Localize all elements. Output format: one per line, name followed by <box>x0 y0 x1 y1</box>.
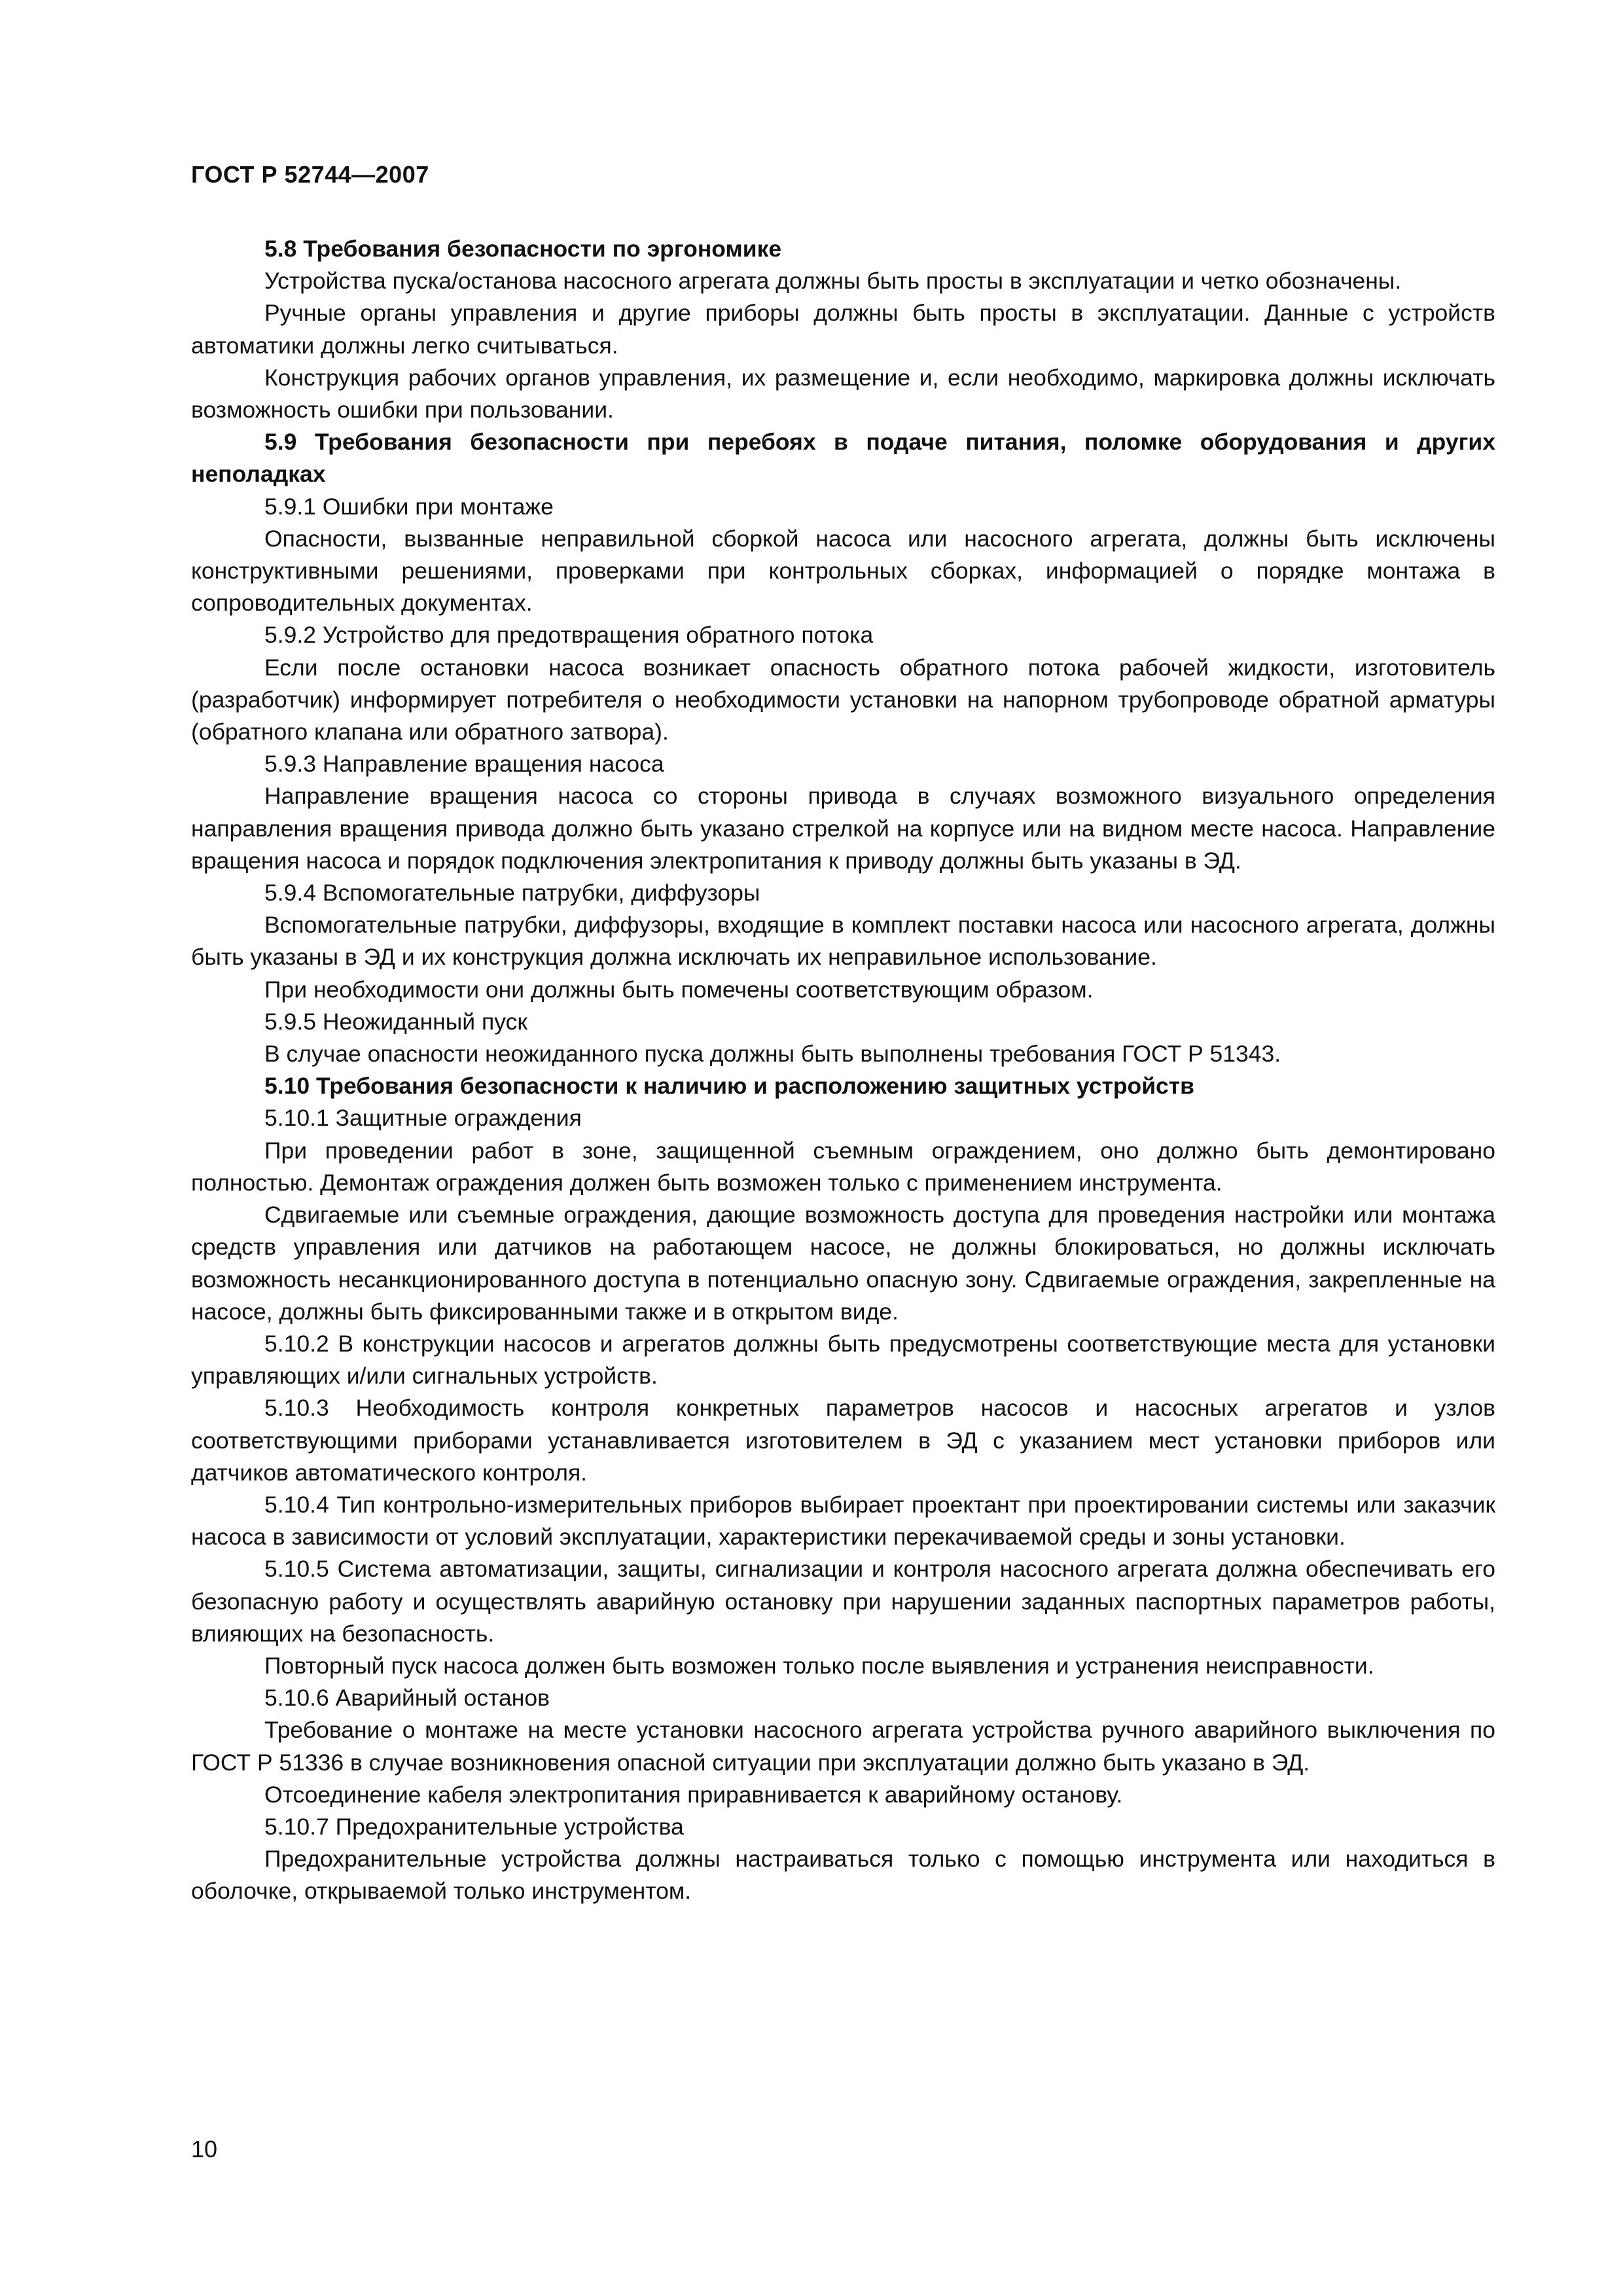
paragraph: Вспомогательные патрубки, диффузоры, входящие в комплект поставки насоса или насосного агрегата, должны быть указаны в ЭД и их конструкция должна исключать их неправильное использование. <box>191 912 1495 971</box>
paragraph: При необходимости они должны быть помечены соответствующим образом. <box>264 976 1094 1003</box>
subsection-title: 5.10.6 Аварийный останов <box>264 1685 550 1712</box>
paragraph: Ручные органы управления и другие приборы должны быть просты в эксплуатации. Данные с устройств автоматики должны легко считываться. <box>191 300 1495 359</box>
page-number: 10 <box>191 2136 218 2162</box>
paragraph: 5.10.5 Система автоматизации, защиты, сигнализации и контроля насосного агрегата должна обеспечивать его безопасную работу и осуществлять аварийную остановку при нарушении заданных паспортных параметров работы, влияющих на безопасность. <box>191 1556 1495 1647</box>
subsection-title: 5.10.7 Предохранительные устройства <box>264 1813 684 1840</box>
subsection-title: 5.9.3 Направление вращения насоса <box>264 751 664 778</box>
paragraph: Предохранительные устройства должны настраиваться только с помощью инструмента или находиться в оболочке, открываемой только инструментом. <box>191 1846 1495 1905</box>
subsection-title: 5.10.1 Защитные ограждения <box>264 1105 582 1132</box>
subsection-title: 5.9.2 Устройство для предотвращения обратного потока <box>264 622 874 649</box>
paragraph: Отсоединение кабеля электропитания приравнивается к аварийному останову. <box>264 1781 1123 1808</box>
paragraph: В случае опасности неожиданного пуска должны быть выполнены требования ГОСТ Р 51343. <box>264 1041 1281 1067</box>
document-body <box>191 233 1495 1908</box>
section-heading-5-9: 5.9 Требования безопасности при перебоях в подаче питания, поломке оборудования и других неполадках <box>191 429 1495 488</box>
paragraph: 5.10.3 Необходимость контроля конкретных параметров насосов и насосных агрегатов и узлов соответствующими приборами устанавливается изготовителем в ЭД с указанием мест установки приборов или датчиков автоматического контроля. <box>191 1395 1495 1486</box>
paragraph: 5.10.2 В конструкции насосов и агрегатов должны быть предусмотрены соответствующие места для установки управляющих и/или сигнальных устройств. <box>191 1330 1495 1390</box>
paragraph: При проведении работ в зоне, защищенной съемным ограждением, оно должно быть демонтировано полностью. Демонтаж ограждения должен быть возможен только с применением инструмента. <box>191 1137 1495 1196</box>
section-heading-5-10: 5.10 Требования безопасности к наличию и расположению защитных устройств <box>264 1073 1195 1100</box>
paragraph: Повторный пуск насоса должен быть возможен только после выявления и устранения неисправности. <box>264 1652 1374 1679</box>
subsection-title: 5.9.5 Неожиданный пуск <box>264 1008 527 1035</box>
document-code-header: ГОСТ Р 52744—2007 <box>191 161 429 188</box>
paragraph: Опасности, вызванные неправильной сборкой насоса или насосного агрегата, должны быть исключены конструктивными решениями, проверками при контрольных сборках, информацией о порядке монтажа в сопроводительных документах. <box>191 525 1495 617</box>
paragraph: Устройства пуска/останова насосного агрегата должны быть просты в эксплуатации и четко обозначены. <box>264 268 1402 295</box>
section-heading-5-8: 5.8 Требования безопасности по эргономике <box>264 236 782 262</box>
subsection-title: 5.9.1 Ошибки при монтаже <box>264 493 554 520</box>
paragraph: Сдвигаемые или съемные ограждения, дающие возможность доступа для проведения настройки или монтажа средств управления или датчиков на работающем насосе, не должны блокироваться, но должны исключать возможность несанкционированного доступа в потенциально опасную зону. Сдвигаемые ограждения, закрепленные на насосе, должны быть фиксированными также и в открытом виде. <box>191 1202 1495 1325</box>
paragraph: Если после остановки насоса возникает опасность обратного потока рабочей жидкости, изготовитель (разработчик) информирует потребителя о необходимости установки на напорном трубопроводе обратной арматуры (обратного клапана или обратного затвора). <box>191 654 1495 745</box>
paragraph: Направление вращения насоса со стороны привода в случаях возможного визуального определения направления вращения привода должно быть указано стрелкой на корпусе или на видном месте насоса. Направление вращения насоса и порядок подключения электропитания к приводу должны быть указаны в ЭД. <box>191 783 1495 874</box>
paragraph: 5.10.4 Тип контрольно-измерительных приборов выбирает проектант при проектировании системы или заказчик насоса в зависимости от условий эксплуатации, характеристики перекачиваемой среды и зоны установки. <box>191 1491 1495 1551</box>
paragraph: Конструкция рабочих органов управления, их размещение и, если необходимо, маркировка должны исключать возможность ошибки при пользовании. <box>191 364 1495 423</box>
paragraph: Требование о монтаже на месте установки насосного агрегата устройства ручного аварийного выключения по ГОСТ Р 51336 в случае возникновения опасной ситуации при эксплуатации должно быть указано в ЭД. <box>191 1717 1495 1776</box>
subsection-title: 5.9.4 Вспомогательные патрубки, диффузоры <box>264 880 760 906</box>
